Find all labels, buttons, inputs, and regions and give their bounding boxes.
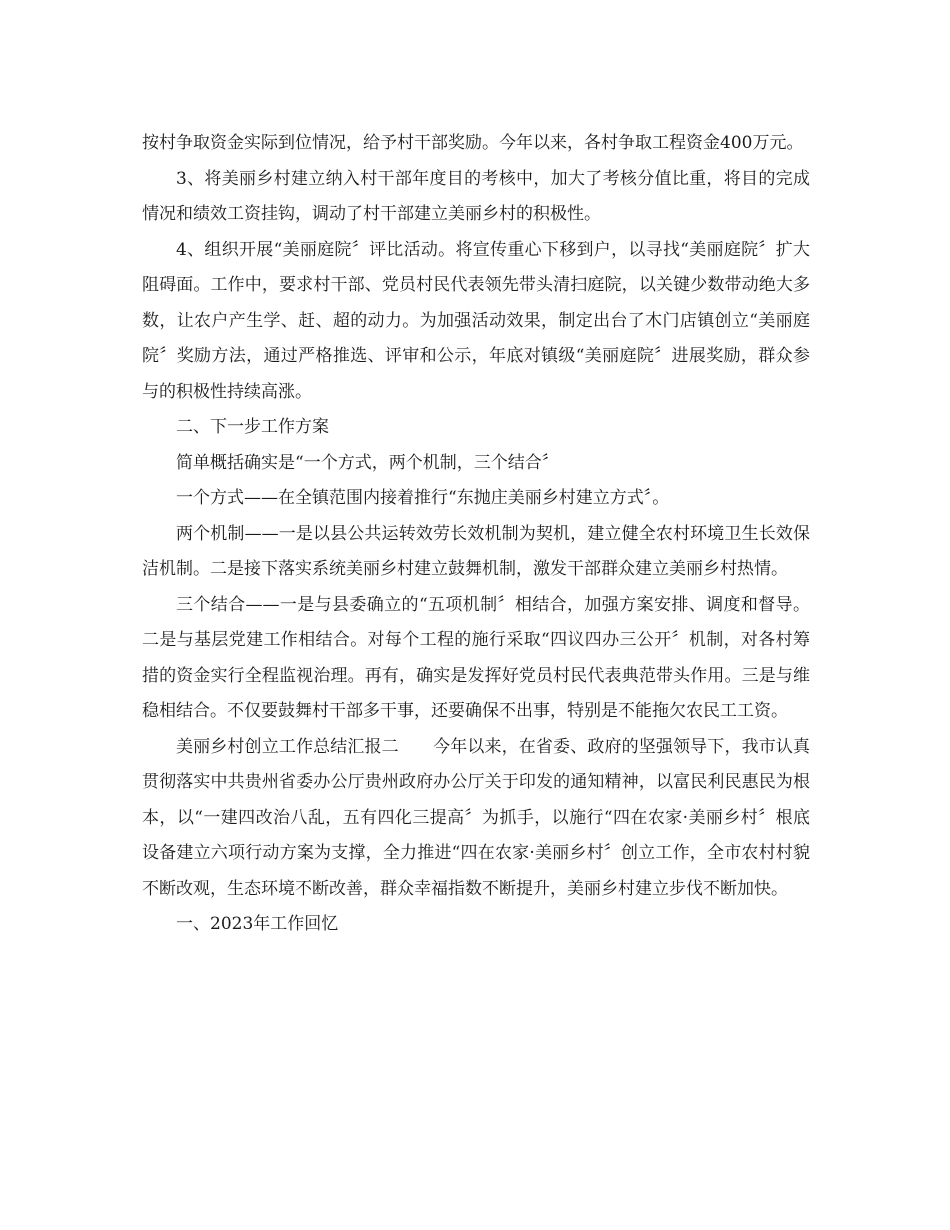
section-heading-next-plan: 二、下一步工作方案 — [176, 417, 329, 437]
paragraph-report-two: 美丽乡村创立工作总结汇报二 今年以来，在省委、政府的坚强领导下，我市认真贯彻落实中共贵州省委办公厅贵州政府办公厅关于印发的通知精神，以富民利民惠民为根本，以“一建四改治八乱，五有四化三提高〞为抓手，以施行“四在农家·美丽乡村〞根底设备建立六项行动方案为支撑，全力推进“四在农家·美丽乡村〞创立工作，全市农村村貌不断改观，生态环境不断改善，群众幸福指数不断提升，美丽乡村建立步伐不断加快。 — [142, 736, 810, 899]
paragraph-continuation: 按村争取资金实际到位情况，给予村干部奖励。今年以来，各村争取工程资金400万元。 — [142, 133, 804, 153]
section-heading-review: 一、2023年工作回忆 — [176, 914, 339, 934]
paragraph-one-mode: 一个方式——在全镇范围内接着推行“东抛庄美丽乡村建立方式〞。 — [176, 488, 670, 508]
document-body — [142, 126, 810, 943]
paragraph-three-combinations: 三个结合——一是与县委确立的“五项机制〞相结合，加强方案安排、调度和督导。二是与基层党建工作相结合。对每个工程的施行采取“四议四办三公开〞机制，对各村筹措的资金实行全程监视治理。再有，确实是发挥好党员村民代表典范带头作用。三是与维稳相结合。不仅要鼓舞村干部多干事，还要确保不出事，特别是不能拖欠农民工工资。 — [142, 594, 810, 721]
paragraph-summary: 简单概括确实是“一个方式，两个机制，三个结合〞 — [176, 452, 559, 473]
paragraph-two-mechanisms: 两个机制——一是以县公共运转效劳长效机制为契机，建立健全农村环境卫生长效保洁机制。二是接下落实系统美丽乡村建立鼓舞机制，激发干部群众建立美丽乡村热情。 — [142, 523, 810, 579]
paragraph-item-4: 4、组织开展“美丽庭院〞评比活动。将宣传重心下移到户，以寻找“美丽庭院〞扩大阻碍面。工作中，要求村干部、党员村民代表领先带头清扫庭院，以关键少数带动绝大多数，让农户产生学、赶、超的动力。为加强活动效果，制定出台了木门店镇创立“美丽庭院〞奖励方法，通过严格推选、评审和公示，年底对镇级“美丽庭院〞进展奖励，群众参与的积极性持续高涨。 — [142, 239, 810, 402]
paragraph-item-3: 3、将美丽乡村建立纳入村干部年度目的考核中，加大了考核分值比重，将目的完成情况和绩效工资挂钩，调动了村干部建立美丽乡村的积极性。 — [142, 168, 810, 224]
